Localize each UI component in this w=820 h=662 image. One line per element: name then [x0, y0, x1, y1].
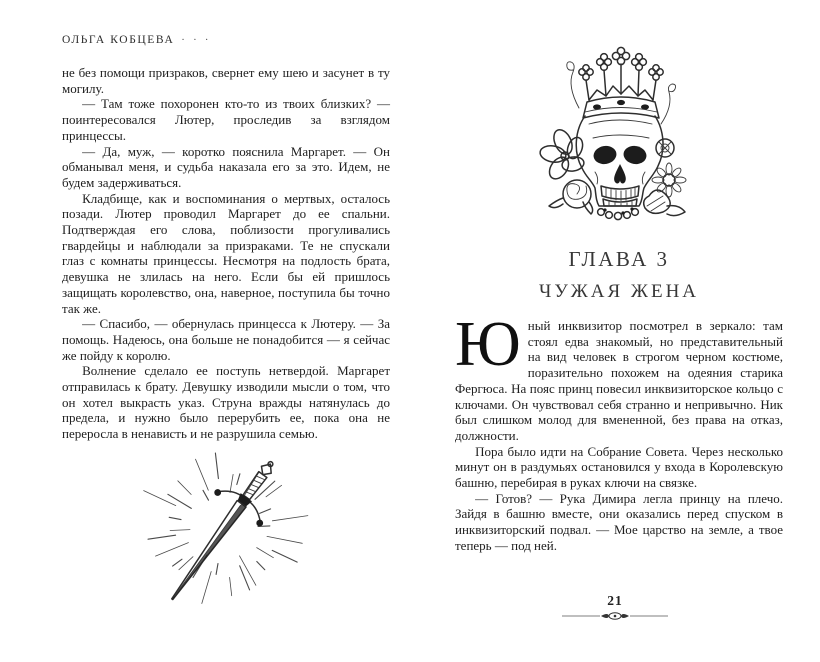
paragraph-with-dropcap	[455, 308, 783, 444]
paragraph: — Спасибо, — обернулась принцесса к Лютеру. — За помощь. Надеюсь, она больше не понадобится — я сейчас же пойду к королю.	[62, 316, 390, 363]
page-footer	[410, 593, 820, 622]
right-page	[410, 0, 820, 662]
page-number: 21	[607, 593, 623, 608]
dagger-burst-icon	[116, 450, 336, 622]
chapter-subtitle: ЧУЖАЯ ЖЕНА	[538, 281, 700, 302]
paragraph-text: ный инквизитор посмотрел в зеркало: там стоял едва знакомый, но представительный на вид человек в строгом черном костюме, поразительно похожем на одеяния старика Фергюса. На пояс принц повесил инквизиторское кольцо с ключами. Он чувствовал себя странно и непривычно. Ник был слишком молод для вмененной, без права на отказ, должности.	[455, 318, 783, 443]
paragraph: Пора было идти на Собрание Совета. Через несколько минут он в раздумьях остановился у входа в Королевскую башню, перебирая в руках ключи на связке.	[455, 443, 783, 491]
paragraph: Волнение сделало ее поступь нетвердой. Маргарет отправилась к брату. Девушку изводили мысли о том, что он хотел выкрасть указ. Струна вражды натянулась до предела, и нужно было перерубить ее, пока она не переросла в ненависть и не разрушила семью.	[62, 363, 390, 442]
right-body-text	[455, 308, 783, 554]
paragraph: — Там тоже похоронен кто-то из твоих близких? — поинтересовался Лютер, проследив за взглядом принцессы.	[62, 96, 390, 143]
paragraph: — Да, муж, — коротко пояснила Маргарет. — Он обманывал меня, и судьба наказала его за это. Идем, не будем задерживаться.	[62, 143, 390, 190]
header-ornament: · · ·	[181, 35, 212, 46]
skull-crown-icon	[533, 46, 705, 226]
paragraph: не без помощи призраков, свернет ему шею и засунет в ту могилу.	[62, 65, 390, 96]
dagger-illustration	[62, 450, 390, 627]
footer-ornament-icon	[560, 610, 670, 622]
author-name: ОЛЬГА КОБЦЕВА	[62, 34, 175, 46]
running-head	[62, 34, 390, 46]
chapter-title: ГЛАВА 3	[568, 247, 670, 271]
left-body-text	[62, 65, 390, 442]
drop-cap: Ю	[455, 308, 521, 379]
skull-crown-flowers-illustration	[455, 46, 783, 231]
paragraph: — Готов? — Рука Димира легла принцу на плечо. Зайдя в башню вместе, они оказались перед спуском в инквизиторский подвал. — Мое царство на земле, а твое теперь — под ней.	[455, 490, 783, 553]
paragraph: Кладбище, как и воспоминания о мертвых, осталось позади. Лютер проводил Маргарет до ее спальни. Подтверждая его слова, поблизости прогуливались гвардейцы и наблюдали за призраками. Те не спускали глаз с комнаты принцессы. Несмотря на подлость брата, девушка не злилась на него. Если бы ей пришлось защищать королевство, она, наверное, поступила бы точно так же.	[62, 190, 390, 316]
